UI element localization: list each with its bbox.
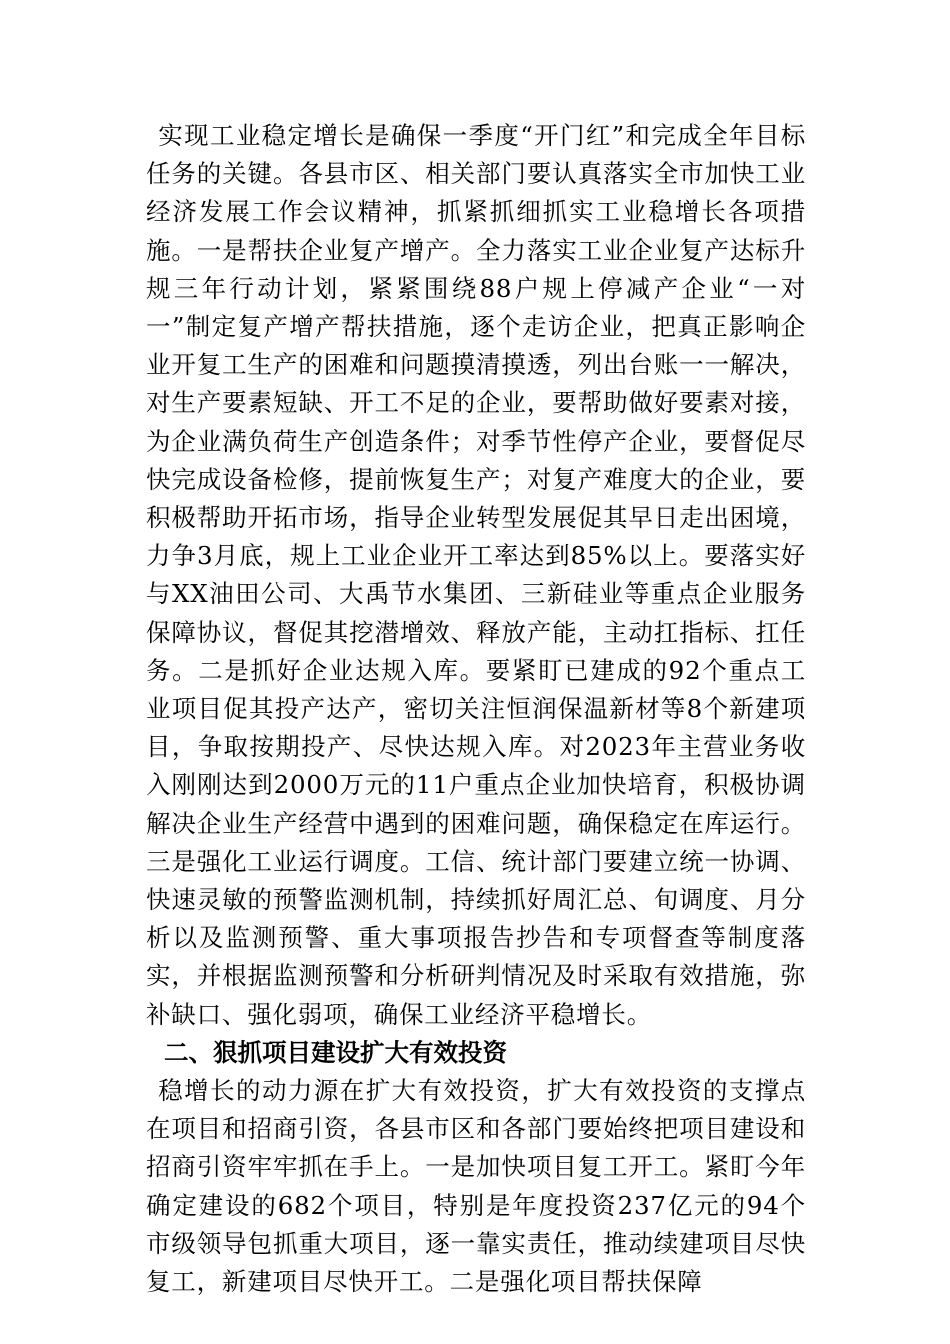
- body-paragraph: 实现工业稳定增长是确保一季度“开门红”和完成全年目标任务的关键。各县市区、相关部门要认真落实全市加快工业经济发展工作会议精神，抓紧抓细抓实工业稳增长各项措施。一是帮扶企业复产增产。全力落实工业企业复产达标升规三年行动计划，紧紧围绕88户规上停减产企业“一对一”制定复产增产帮扶措施，逐个走访企业，把真正影响企业开复工生产的困难和问题摸清摸透，列出台账一一解决，对生产要素短缺、开工不足的企业，要帮助做好要素对接，为企业满负荷生产创造条件；对季节性停产企业，要督促尽快完成设备检修，提前恢复生产；对复产难度大的企业，要积极帮助开拓市场，指导企业转型发展促其早日走出困境，力争3月底，规上工业企业开工率达到85%以上。要落实好与XX油田公司、大禹节水集团、三新硅业等重点企业服务保障协议，督促其挖潜增效、释放产能，主动扛指标、扛任务。二是抓好企业达规入库。要紧盯已建成的92个重点工业项目促其投产达产，密切关注恒润保温新材等8个新建项目，争取按期投产、尽快达规入库。对2023年主营业务收入刚刚达到2000万元的11户重点企业加快培育，积极协调解决企业生产经营中遇到的困难问题，确保稳定在库运行。三是强化工业运行调度。工信、统计部门要建立统一协调、快速灵敏的预警监测机制，持续抓好周汇总、旬调度、月分析以及监测预警、重大事项报告抄告和专项督查等制度落实，并根据监测预警和分析研判情况及时采取有效措施，弥补缺口、强化弱项，确保工业经济平稳增长。: [146, 121, 806, 1029]
- document-page: [146, 117, 806, 1301]
- body-paragraph: 稳增长的动力源在扩大有效投资，扩大有效投资的支撑点在项目和招商引资，各县市区和各部门要始终把项目建设和招商引资牢牢抓在手上。一是加快项目复工开工。紧盯今年确定建设的682个项目，特别是年度投资237亿元的94个市级领导包抓重大项目，逐一靠实责任，推动续建项目尽快复工，新建项目尽快开工。二是强化项目帮扶保障: [146, 1076, 806, 1297]
- section-heading: 二、狠抓项目建设扩大有效投资: [164, 1037, 507, 1067]
